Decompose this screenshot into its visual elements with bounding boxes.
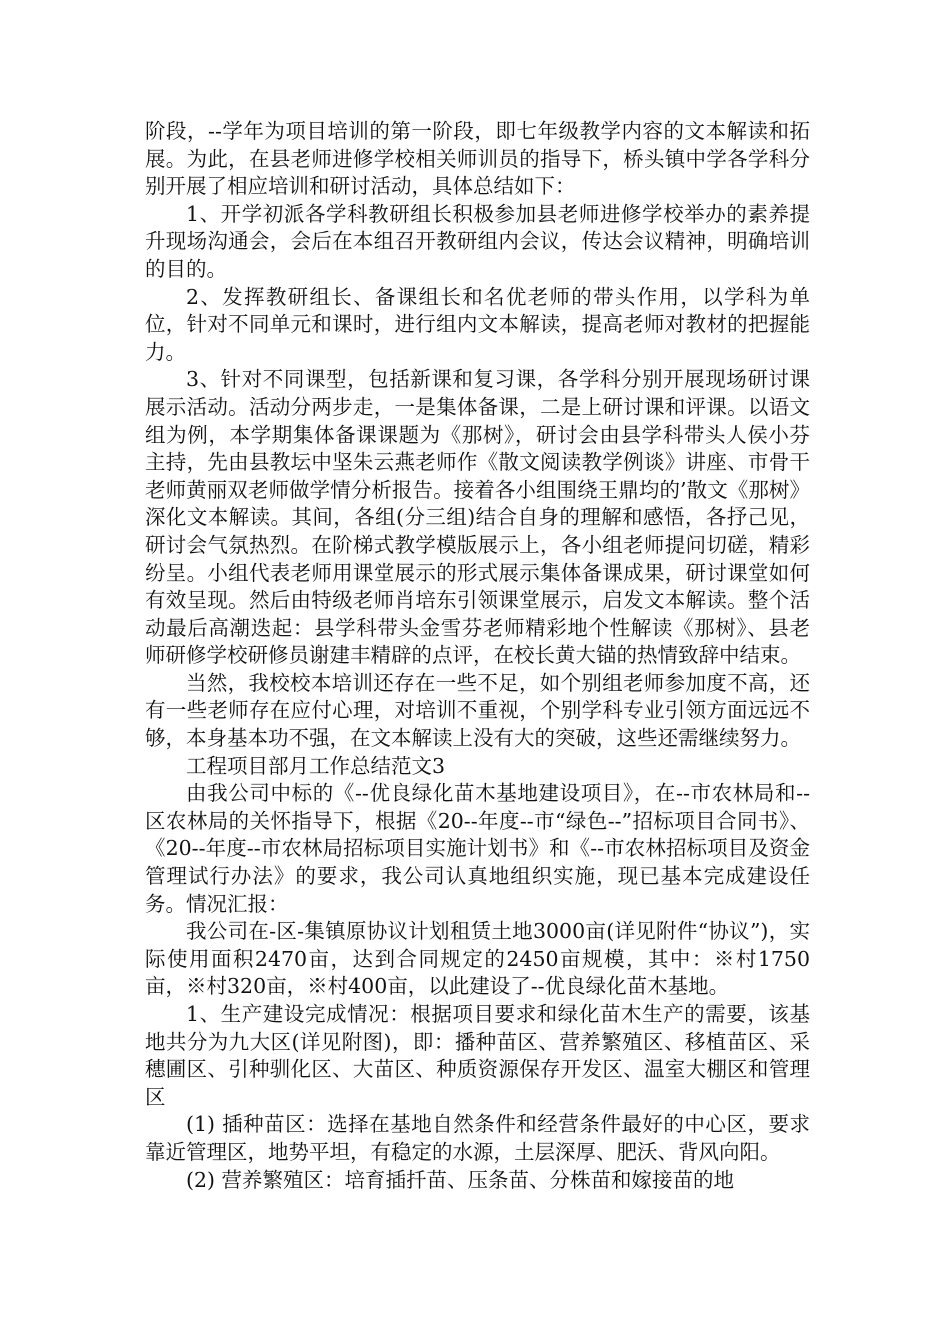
paragraph: 2、发挥教研组长、备课组长和名优老师的带头作用，以学科为单位，针对不同单元和课时，进行组内文本解读，提高老师对教材的把握能力。 — [145, 284, 810, 364]
paragraph: 由我公司中标的《--优良绿化苗木基地建设项目》，在--市农林局和--区农林局的关怀指导下，根据《20--年度--市“绿色--”招标项目合同书》、《20--年度--市农林局招标项目实施计划书》和《--市农林招标项目及资金管理试行办法》的要求，我公司认真地组织实施，现已基本完成建设任务。情况汇报： — [145, 781, 810, 916]
paragraph: 阶段，--学年为项目培训的第一阶段，即七年级教学内容的文本解读和拓展。为此，在县老师进修学校相关师训员的指导下，桥头镇中学各学科分别开展了相应培训和研讨活动，具体总结如下： — [145, 119, 810, 199]
paragraph: (1) 插种苗区：选择在基地自然条件和经营条件最好的中心区，要求靠近管理区，地势平坦，有稳定的水源，土层深厚、肥沃、背风向阳。 — [145, 1112, 810, 1164]
paragraph: 3、针对不同课型，包括新课和复习课，各学科分别开展现场研讨课展示活动。活动分两步走，一是集体备课，二是上研讨课和评课。以语文组为例，本学期集体备课课题为《那树》，研讨会由县学科带头人侯小芬主持，先由县教坛中坚朱云燕老师作《散文阅读教学例谈》讲座、市骨干老师黄丽双老师做学情分析报告。接着各小组围绕王鼎均的’散文《那树》深化文本解读。其间，各组(分三组)结合自身的理解和感悟，各抒己见，研讨会气氛热烈。在阶梯式教学模版展示上，各小组老师提问切磋，精彩纷呈。小组代表老师用课堂展示的形式展示集体备课成果，研讨课堂如何有效呈现。然后由特级老师肖培东引领课堂展示，启发文本解读。整个活动最后高潮迭起：县学科带头金雪芬老师精彩地个性解读《那树》、县老师研修学校研修员谢建丰精辟的点评，在校长黄大锚的热情致辞中结束。 — [145, 367, 810, 668]
document-body — [145, 118, 810, 1194]
paragraph: 1、开学初派各学科教研组长积极参加县老师进修学校举办的素养提升现场沟通会，会后在本组召开教研组内会议，传达会议精神，明确培训的目的。 — [145, 201, 810, 281]
paragraph: 1、生产建设完成情况：根据项目要求和绿化苗木生产的需要，该基地共分为九大区(详见附图)，即：播种苗区、营养繁殖区、移植苗区、采穗圃区、引种驯化区、大苗区、种质资源保存开发区、温室大棚区和管理区 — [145, 1002, 810, 1109]
paragraph: 当然，我校校本培训还存在一些不足，如个别组老师参加度不高，还有一些老师存在应付心理，对培训不重视，个别学科专业引领方面远远不够，本身基本功不强，在文本解读上没有大的突破，这些还需继续努力。 — [145, 670, 810, 751]
section-heading: 工程项目部月工作总结范文3 — [186, 753, 446, 778]
paragraph: (2) 营养繁殖区：培育插扦苗、压条苗、分株苗和嫁接苗的地 — [186, 1167, 735, 1192]
paragraph: 我公司在-区-集镇原协议计划租赁土地3000亩(详见附件“协议”)，实际使用面积2470亩，达到合同规定的2450亩规模，其中：※村1750亩，※村320亩，※村400亩，以此建设了--优良绿化苗木基地。 — [145, 919, 810, 999]
